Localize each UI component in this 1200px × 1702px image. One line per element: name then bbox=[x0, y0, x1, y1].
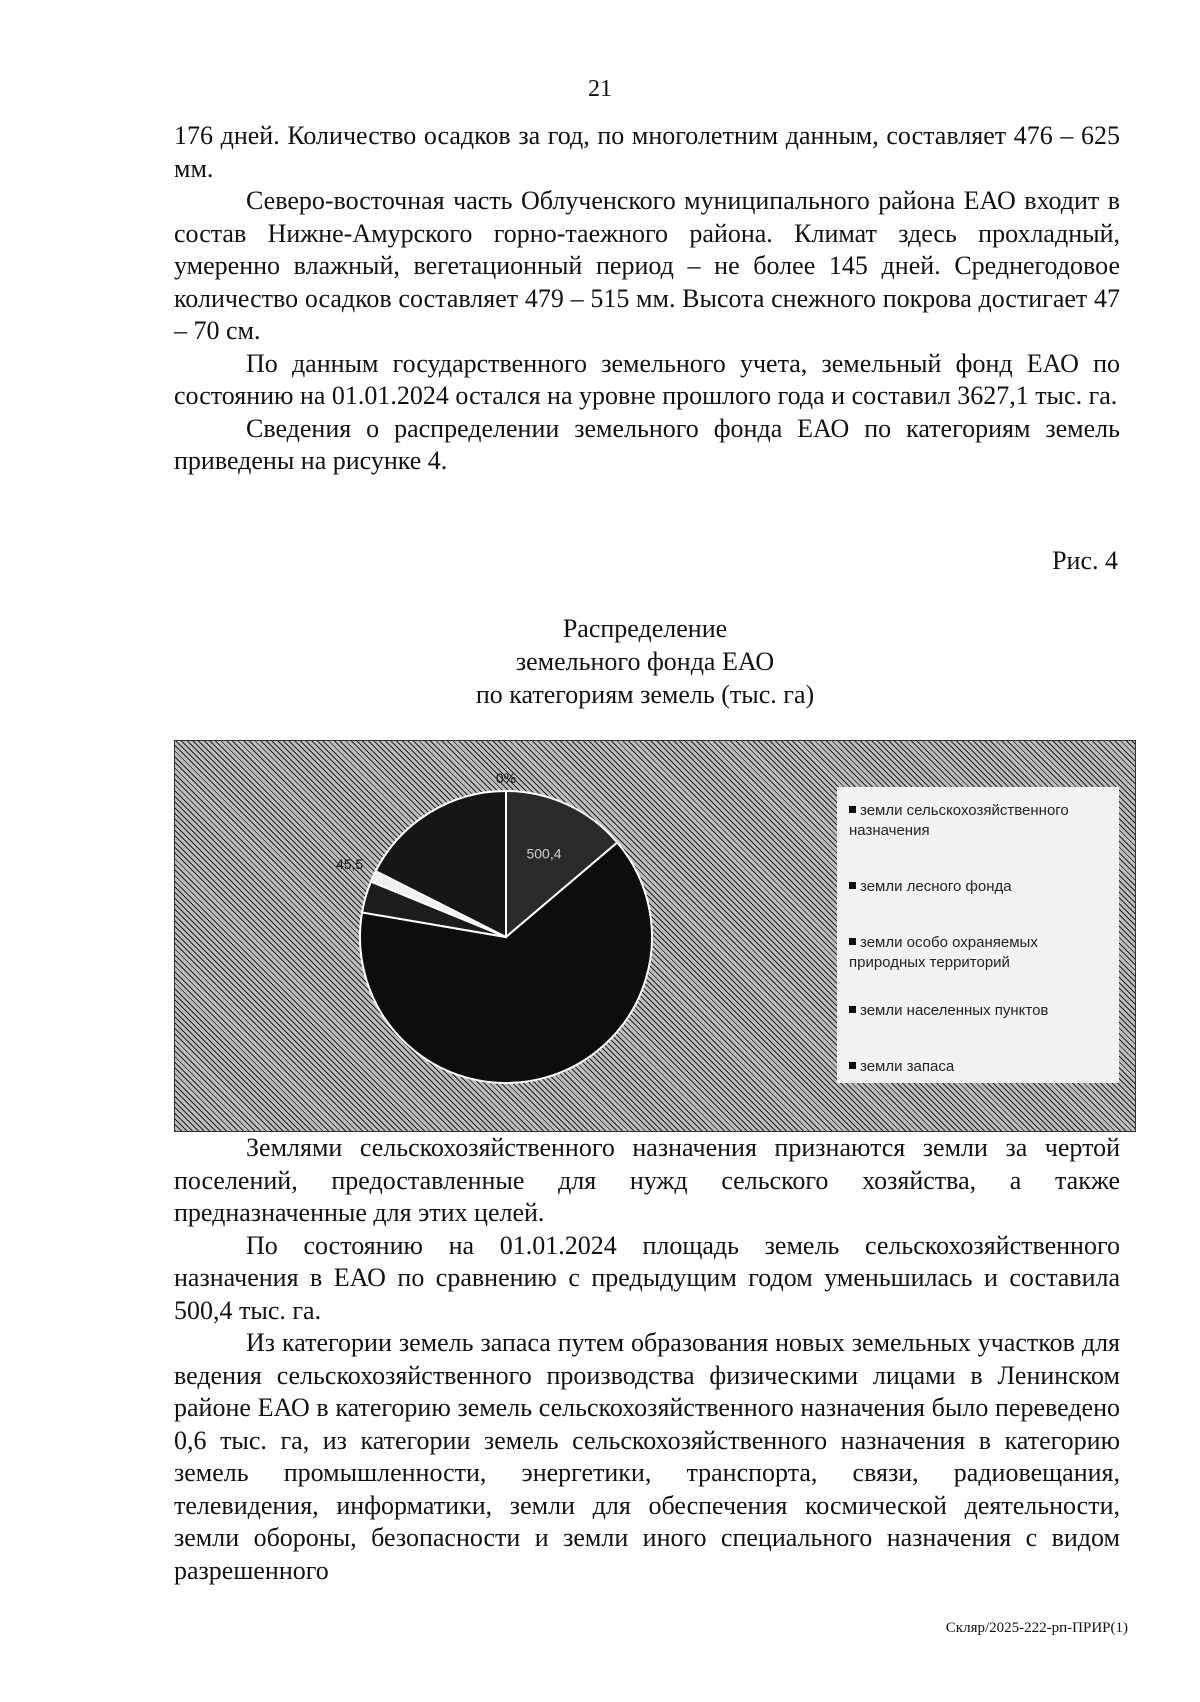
legend-item bbox=[849, 933, 1114, 973]
legend-label: земли лесного фонда bbox=[860, 878, 1012, 895]
legend-item bbox=[849, 1001, 1114, 1021]
slice-data-label: 45,5 bbox=[335, 856, 364, 873]
paragraph: Северо-восточная часть Облученского муниципального района ЕАО входит в состав Нижне-Амурского горно-таежного района. Климат здесь прохладный, умеренно влажный, вегетационный период – не более 145 дней. Среднегодовое количество осадков составляет 479 – 515 мм. Высота снежного покрова достигает 47 – 70 см. bbox=[174, 186, 1120, 345]
legend-label: земли населенных пунктов bbox=[860, 1002, 1049, 1019]
legend-marker bbox=[849, 882, 856, 889]
page-number: 21 bbox=[588, 76, 612, 102]
legend-item bbox=[849, 801, 1114, 841]
paragraph: 176 дней. Количество осадков за год, по многолетним данным, составляет 476 – 625 мм. bbox=[174, 121, 1120, 183]
slice-data-label: 500,4 bbox=[526, 845, 562, 862]
chart-legend bbox=[837, 787, 1119, 1083]
text-block-bottom bbox=[174, 1132, 1120, 1587]
legend-marker bbox=[849, 1006, 856, 1013]
paragraph: По состоянию на 01.01.2024 площадь земель сельскохозяйственного назначения в ЕАО по сравнению с предыдущим годом уменьшилась и составила 500,4 тыс. га. bbox=[174, 1230, 1120, 1325]
legend-marker bbox=[849, 806, 856, 813]
legend-label: земли запаса bbox=[860, 1058, 955, 1075]
chart-title-line: по категориям земель (тыс. га) bbox=[475, 680, 815, 709]
paragraph: По данным государственного земельного учета, земельный фонд ЕАО по состоянию на 01.01.2024 остался на уровне прошлого года и составил 3627,1 тыс. га. bbox=[174, 348, 1120, 410]
paragraph: Из категории земель запаса путем образования новых земельных участков для ведения сельскохозяйственного производства физическими лицами в Ленинском районе ЕАО в категорию земель сельскохозяйственного назначения было переведено 0,6 тыс. га, из категории земель сельскохозяйственного назначения в категорию земель промышленности, энергетики, транспорта, связи, радиовещания, телевидения, информатики, земли для обеспечения космической деятельности, земли обороны, безопасности и земли иного специального назначения с видом разрешенного bbox=[174, 1328, 1120, 1585]
chart-title-line: земельного фонда ЕАО bbox=[515, 647, 775, 676]
slice-data-label: 0% bbox=[495, 770, 517, 786]
legend-label: земли особо охраняемых природных территорий bbox=[849, 934, 1038, 971]
pie-chart-area bbox=[174, 740, 1136, 1132]
chart-title bbox=[300, 612, 990, 711]
legend-label: земли сельскохозяйственного назначения bbox=[849, 802, 1069, 839]
legend-marker bbox=[849, 1062, 856, 1069]
legend-marker bbox=[849, 938, 856, 945]
paragraph: Землями сельскохозяйственного назначения признаются земли за чертой поселений, предоставленные для нужд сельского хозяйства, а также предназначенные для этих целей. bbox=[174, 1133, 1120, 1227]
document-code: Скляр/2025-222-рп-ПРИР(1) bbox=[945, 1620, 1128, 1636]
figure-label: Рис. 4 bbox=[1052, 546, 1118, 575]
legend-item bbox=[849, 877, 1114, 897]
chart-title-line: Распределение bbox=[562, 614, 728, 643]
legend-item bbox=[849, 1057, 1114, 1077]
text-block-top bbox=[174, 120, 1120, 478]
paragraph: Сведения о распределении земельного фонда ЕАО по категориям земель приведены на рисунке 4. bbox=[174, 413, 1120, 475]
